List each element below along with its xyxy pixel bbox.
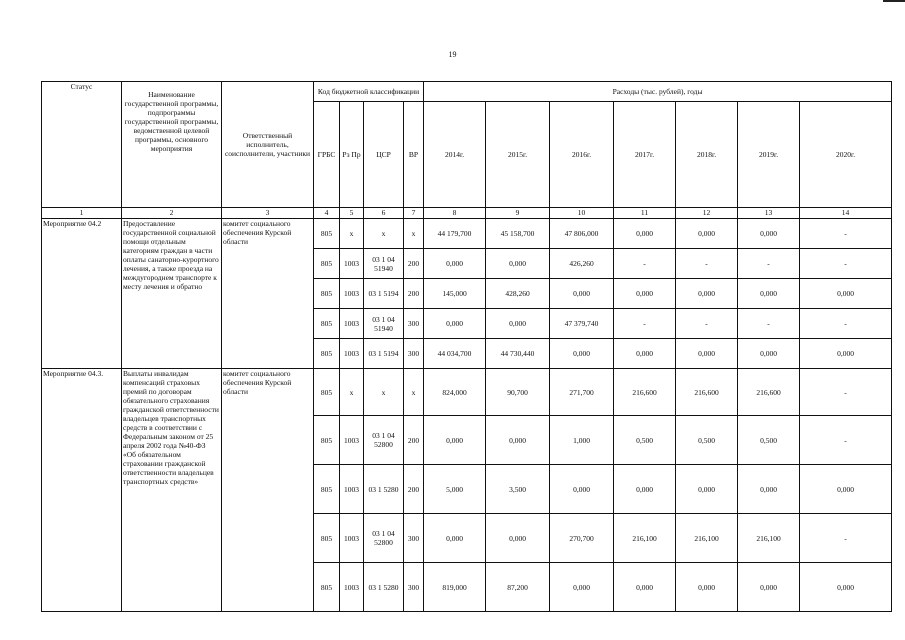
value-cell: 47 379,740 [550, 309, 614, 339]
year-header: 2018г. [676, 102, 738, 208]
column-number: 13 [738, 208, 800, 219]
name-cell: Предоставление государственной социальной помощи отдельным категориям граждан в части оплаты санаторно-курортного лечения, а также проезда на междугороднем транспорте к месту лечения и обратно [122, 219, 222, 369]
value-cell: 0,000 [676, 279, 738, 309]
csr-header: ЦСР [364, 102, 404, 208]
value-cell: 0,000 [424, 514, 486, 563]
table-row [42, 219, 892, 249]
value-cell: 824,000 [424, 369, 486, 416]
value-cell: 0,000 [676, 339, 738, 369]
value-cell: 216,100 [676, 514, 738, 563]
value-cell: 44 730,440 [486, 339, 550, 369]
grbs-cell: 805 [314, 249, 340, 279]
value-cell: - [800, 416, 892, 465]
value-cell: - [738, 309, 800, 339]
vr-cell: x [404, 369, 424, 416]
value-cell: 0,000 [738, 219, 800, 249]
column-number-row [42, 208, 892, 219]
value-cell: 0,500 [676, 416, 738, 465]
value-cell: 0,000 [800, 465, 892, 514]
value-cell: - [614, 309, 676, 339]
value-cell: - [800, 514, 892, 563]
value-cell: 0,000 [614, 219, 676, 249]
value-cell: 426,260 [550, 249, 614, 279]
table-row [42, 369, 892, 416]
rzpr-cell: 1003 [340, 514, 364, 563]
value-cell: 0,000 [614, 465, 676, 514]
csr-cell: x [364, 369, 404, 416]
year-header: 2016г. [550, 102, 614, 208]
value-cell: 0,000 [738, 563, 800, 612]
value-cell: 90,700 [486, 369, 550, 416]
value-cell: 87,200 [486, 563, 550, 612]
value-cell: 0,000 [486, 309, 550, 339]
expenses-header: Расходы (тыс. рублей), годы [424, 82, 892, 102]
value-cell: - [676, 309, 738, 339]
value-cell: 145,000 [424, 279, 486, 309]
grbs-cell: 805 [314, 279, 340, 309]
csr-cell: 03 1 5194 [364, 279, 404, 309]
grbs-cell: 805 [314, 369, 340, 416]
scan-corner-mark [883, 0, 905, 2]
csr-cell: 03 1 5280 [364, 465, 404, 514]
column-number: 6 [364, 208, 404, 219]
value-cell: 0,000 [738, 465, 800, 514]
value-cell: 0,000 [676, 465, 738, 514]
vr-cell: 300 [404, 563, 424, 612]
value-cell: 0,000 [738, 339, 800, 369]
csr-cell: 03 1 5280 [364, 563, 404, 612]
header-row-top [42, 82, 892, 102]
csr-cell: 03 1 04 52800 [364, 514, 404, 563]
value-cell: 0,000 [550, 563, 614, 612]
value-cell: 0,500 [614, 416, 676, 465]
rzpr-cell: 1003 [340, 416, 364, 465]
value-cell: 44 179,700 [424, 219, 486, 249]
year-header: 2020г. [800, 102, 892, 208]
status-cell: Мероприятие 04.2 [42, 219, 122, 369]
value-cell: 0,000 [486, 514, 550, 563]
column-number: 11 [614, 208, 676, 219]
csr-cell: 03 1 04 52800 [364, 416, 404, 465]
value-cell: 0,000 [486, 416, 550, 465]
column-number: 5 [340, 208, 364, 219]
responsible-cell: комитет социального обеспечения Курской области [222, 369, 314, 612]
budget-table [41, 81, 892, 612]
year-header: 2019г. [738, 102, 800, 208]
column-number: 12 [676, 208, 738, 219]
value-cell: 819,000 [424, 563, 486, 612]
csr-cell: 03 1 04 51940 [364, 309, 404, 339]
grbs-cell: 805 [314, 219, 340, 249]
rzpr-cell: 1003 [340, 249, 364, 279]
value-cell: 0,000 [800, 339, 892, 369]
rzpr-header: Рз Пр [340, 102, 364, 208]
value-cell: 5,000 [424, 465, 486, 514]
name-cell: Выплаты инвалидам компенсаций страховых премий по договорам обязательного страхования гражданской ответственности владельцев транспортных средств в соответствии с Федеральным законом от 25 апреля 2002 года №40-ФЗ «Об обязательном страховании гражданской ответственности владельцев транспортных средств» [122, 369, 222, 612]
value-cell: 271,700 [550, 369, 614, 416]
responsible-cell: комитет социального обеспечения Курской области [222, 219, 314, 369]
value-cell: - [676, 249, 738, 279]
value-cell: 0,000 [676, 219, 738, 249]
column-number: 10 [550, 208, 614, 219]
value-cell: 216,600 [676, 369, 738, 416]
value-cell: 0,000 [614, 279, 676, 309]
rzpr-cell: 1003 [340, 563, 364, 612]
value-cell: 0,000 [486, 249, 550, 279]
value-cell: 3,500 [486, 465, 550, 514]
grbs-cell: 805 [314, 339, 340, 369]
rzpr-cell: x [340, 219, 364, 249]
value-cell: 0,000 [800, 563, 892, 612]
responsible-header: Ответственный исполнитель, соисполнители, участники [222, 82, 314, 208]
rzpr-cell: 1003 [340, 279, 364, 309]
value-cell: - [800, 249, 892, 279]
grbs-cell: 805 [314, 465, 340, 514]
status-cell: Мероприятие 04.3. [42, 369, 122, 612]
csr-cell: x [364, 219, 404, 249]
vr-header: ВР [404, 102, 424, 208]
grbs-cell: 805 [314, 416, 340, 465]
vr-cell: 300 [404, 514, 424, 563]
rzpr-cell: 1003 [340, 465, 364, 514]
value-cell: 0,500 [738, 416, 800, 465]
value-cell: - [800, 369, 892, 416]
value-cell: 0,000 [738, 279, 800, 309]
vr-cell: 200 [404, 416, 424, 465]
rzpr-cell: x [340, 369, 364, 416]
column-number: 2 [122, 208, 222, 219]
page-number: 19 [448, 50, 457, 59]
column-number: 4 [314, 208, 340, 219]
value-cell: 0,000 [800, 279, 892, 309]
csr-cell: 03 1 5194 [364, 339, 404, 369]
column-number: 7 [404, 208, 424, 219]
status-header: Статус [42, 82, 122, 208]
value-cell: 428,260 [486, 279, 550, 309]
value-cell: 0,000 [614, 563, 676, 612]
column-number: 8 [424, 208, 486, 219]
grbs-cell: 805 [314, 563, 340, 612]
column-number: 1 [42, 208, 122, 219]
value-cell: 47 806,000 [550, 219, 614, 249]
value-cell: 0,000 [550, 465, 614, 514]
value-cell: 270,700 [550, 514, 614, 563]
value-cell: 0,000 [550, 339, 614, 369]
column-number: 14 [800, 208, 892, 219]
value-cell: 216,600 [614, 369, 676, 416]
value-cell: 0,000 [550, 279, 614, 309]
grbs-cell: 805 [314, 514, 340, 563]
name-header: Наименование государственной программы, подпрограммы государственной программы, ведомственной целевой программы, основного мероприятия [122, 82, 222, 208]
value-cell: 216,100 [738, 514, 800, 563]
value-cell: - [738, 249, 800, 279]
rzpr-cell: 1003 [340, 309, 364, 339]
column-number: 9 [486, 208, 550, 219]
vr-cell: 300 [404, 309, 424, 339]
value-cell: 1,000 [550, 416, 614, 465]
rzpr-cell: 1003 [340, 339, 364, 369]
vr-cell: 200 [404, 279, 424, 309]
year-header: 2015г. [486, 102, 550, 208]
budget-code-header: Код бюджетной классификации [314, 82, 424, 102]
column-number: 3 [222, 208, 314, 219]
grbs-header: ГРБС [314, 102, 340, 208]
value-cell: 216,600 [738, 369, 800, 416]
vr-cell: 200 [404, 249, 424, 279]
value-cell: - [800, 219, 892, 249]
value-cell: 45 158,700 [486, 219, 550, 249]
vr-cell: 200 [404, 465, 424, 514]
value-cell: 44 034,700 [424, 339, 486, 369]
value-cell: 0,000 [676, 563, 738, 612]
value-cell: 0,000 [614, 339, 676, 369]
value-cell: 0,000 [424, 416, 486, 465]
value-cell: - [614, 249, 676, 279]
year-header: 2014г. [424, 102, 486, 208]
value-cell: 0,000 [424, 249, 486, 279]
vr-cell: x [404, 219, 424, 249]
vr-cell: 300 [404, 339, 424, 369]
value-cell: 0,000 [424, 309, 486, 339]
value-cell: - [800, 309, 892, 339]
grbs-cell: 805 [314, 309, 340, 339]
value-cell: 216,100 [614, 514, 676, 563]
year-header: 2017г. [614, 102, 676, 208]
csr-cell: 03 1 04 51940 [364, 249, 404, 279]
